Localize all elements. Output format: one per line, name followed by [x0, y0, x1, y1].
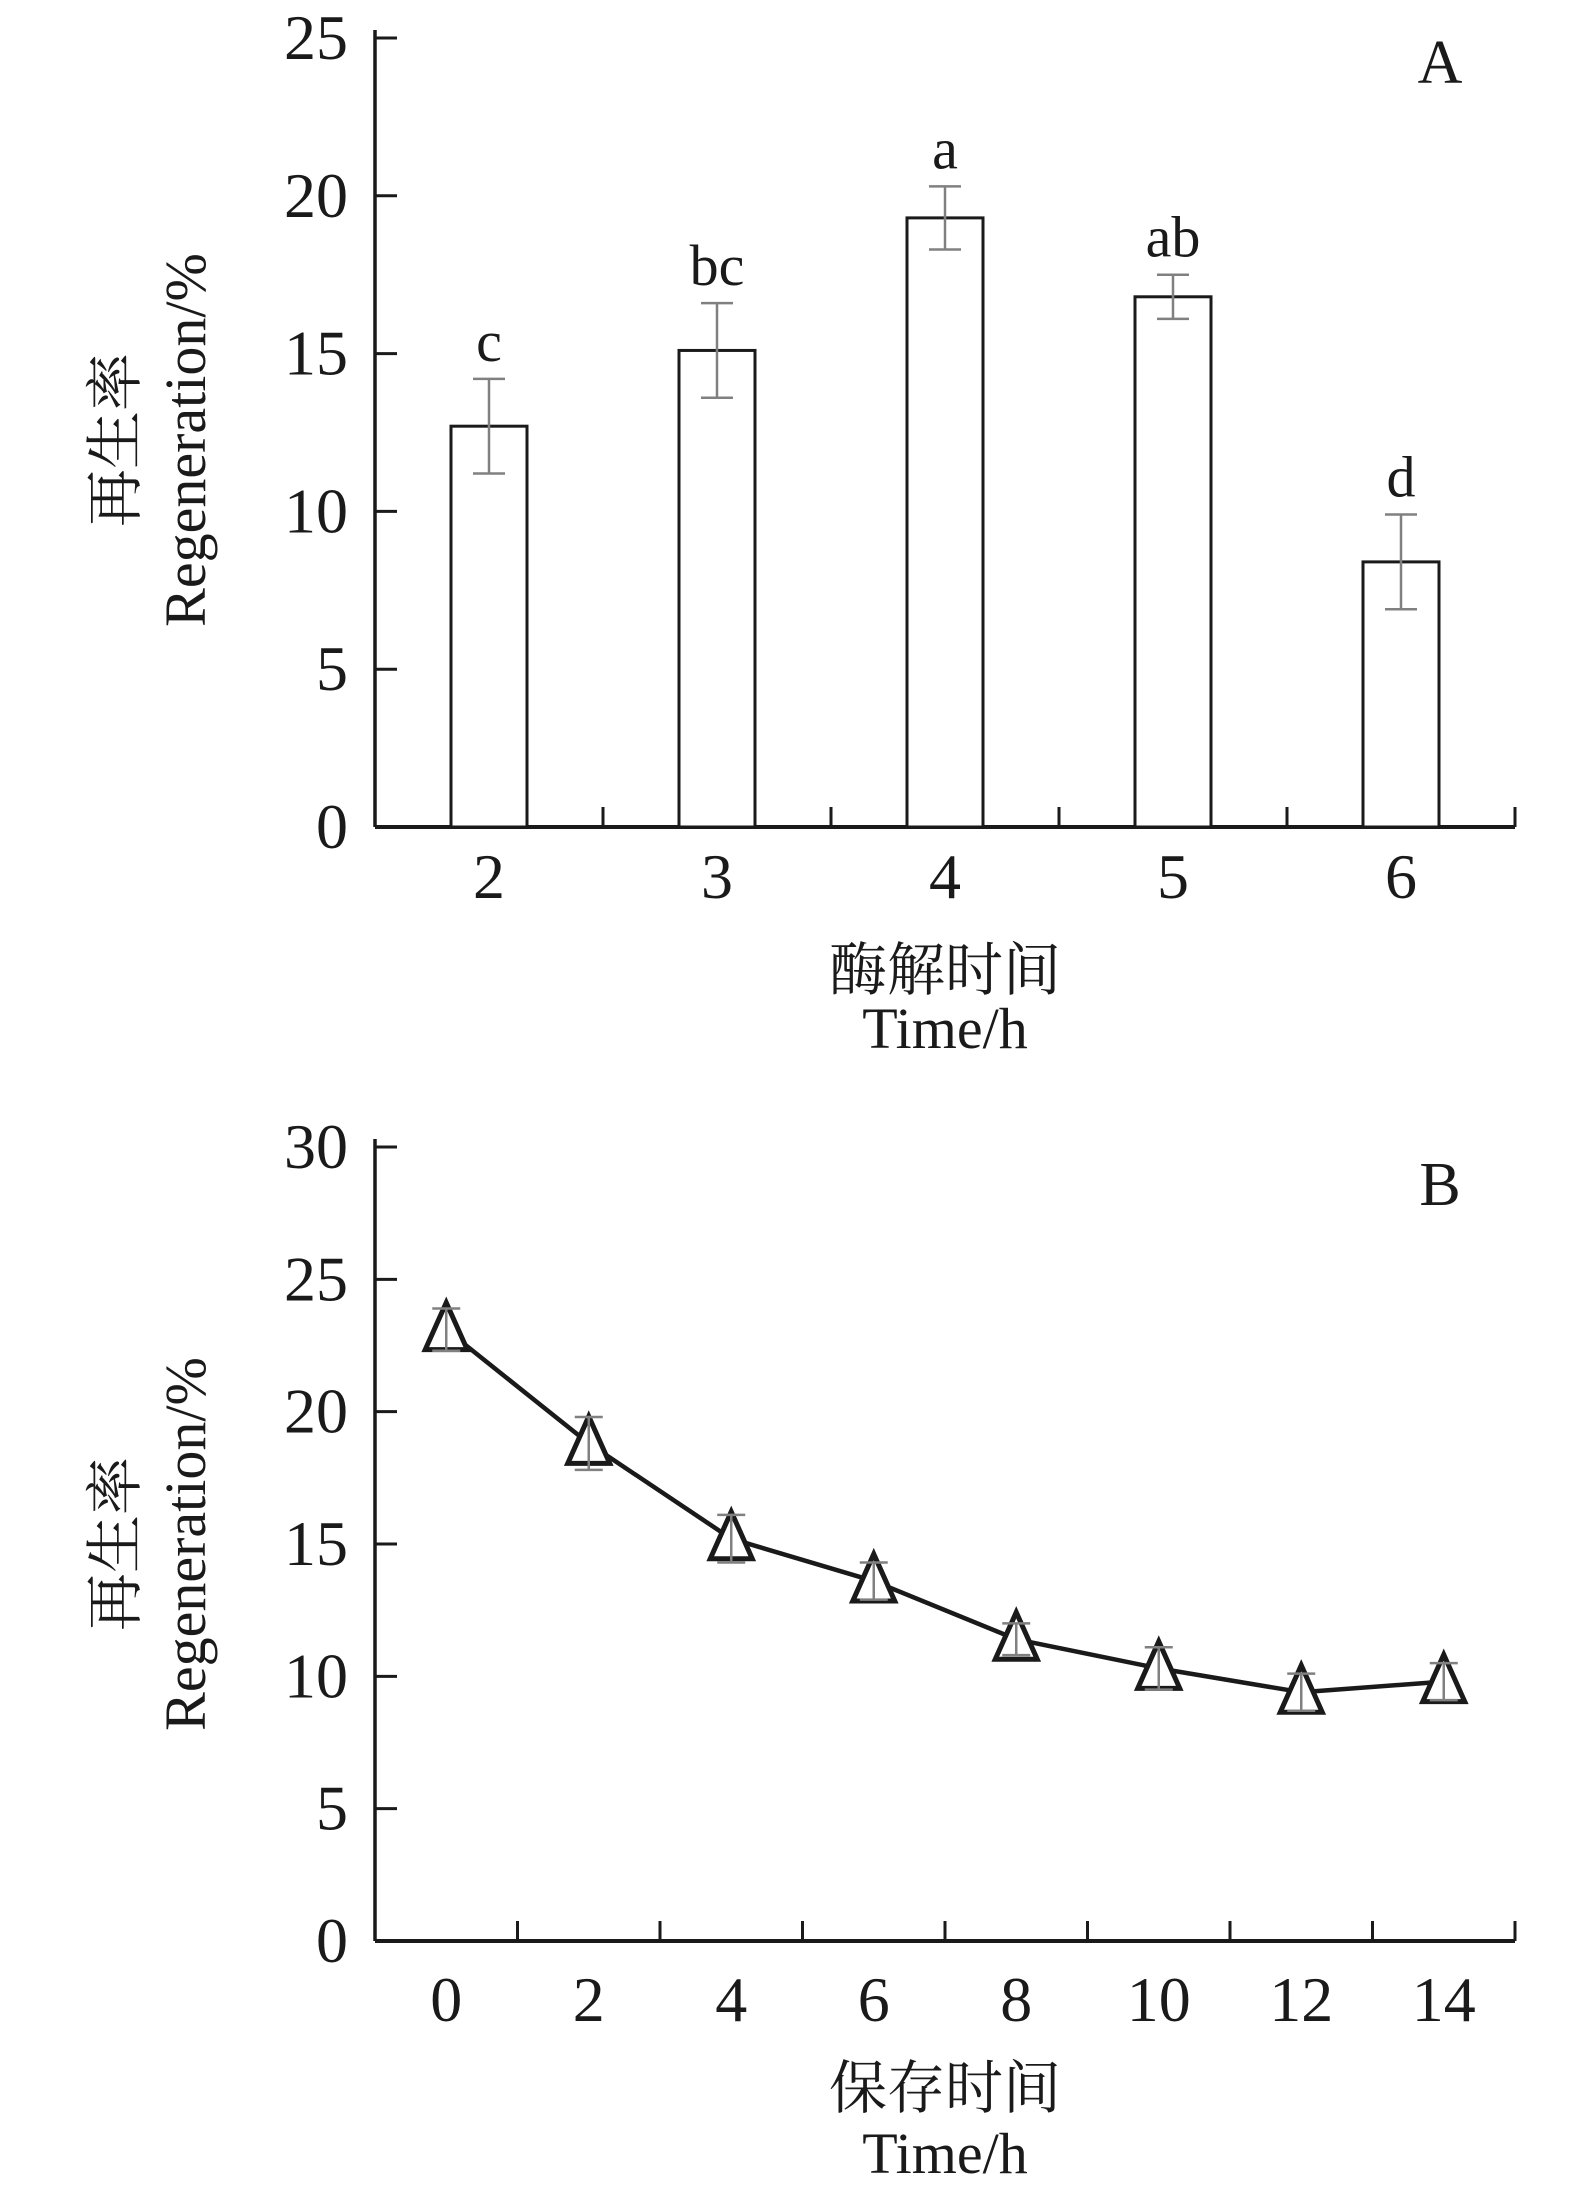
- panel-label: A: [1417, 29, 1463, 97]
- y-tick-label: 25: [284, 1243, 348, 1315]
- y-tick-label: 10: [284, 475, 348, 547]
- y-axis-title-en: Regeneration/%: [153, 1357, 218, 1731]
- x-tick-label: 5: [1157, 841, 1189, 912]
- panel-label: B: [1419, 1151, 1461, 1219]
- x-tick-label: 8: [1000, 1964, 1033, 2035]
- x-axis-title-en: Time/h: [862, 2121, 1028, 2186]
- bar: [1135, 297, 1211, 827]
- x-tick-label: 4: [929, 841, 961, 912]
- x-tick-label: 4: [715, 1964, 748, 2035]
- x-axis-title-zh: 酶解时间: [828, 938, 1062, 1003]
- significance-letter: bc: [689, 233, 745, 299]
- x-tick-label: 0: [430, 1964, 463, 2035]
- x-axis-title-en: Time/h: [862, 996, 1028, 1061]
- x-tick-label: 3: [701, 841, 733, 912]
- y-tick-label: 10: [284, 1640, 348, 1712]
- x-tick-label: 2: [473, 841, 505, 912]
- bar: [679, 350, 755, 827]
- significance-letter: a: [932, 116, 958, 182]
- bar: [451, 426, 527, 827]
- y-tick-label: 20: [284, 1375, 348, 1447]
- significance-letter: ab: [1145, 204, 1201, 270]
- y-tick-label: 30: [284, 1111, 348, 1182]
- x-tick-label: 12: [1269, 1964, 1334, 2035]
- y-tick-label: 15: [284, 1508, 348, 1579]
- x-tick-label: 6: [1385, 841, 1417, 912]
- y-tick-label: 15: [284, 317, 348, 389]
- y-axis-title-en: Regeneration/%: [153, 253, 218, 627]
- significance-letter: c: [476, 308, 502, 374]
- y-tick-label: 25: [284, 2, 348, 73]
- data-line: [446, 1330, 1444, 1693]
- bar: [907, 218, 983, 827]
- y-tick-label: 20: [284, 159, 348, 231]
- significance-letter: d: [1386, 444, 1416, 510]
- x-tick-label: 10: [1126, 1964, 1191, 2035]
- x-tick-label: 14: [1411, 1964, 1476, 2035]
- y-tick-label: 0: [316, 791, 348, 862]
- y-tick-label: 5: [316, 1772, 348, 1844]
- x-tick-label: 2: [572, 1964, 605, 2035]
- y-tick-label: 0: [316, 1905, 348, 1976]
- x-tick-label: 6: [857, 1964, 890, 2035]
- y-axis-title-zh: 再生率: [83, 1456, 148, 1632]
- x-axis-title-zh: 保存时间: [828, 2056, 1062, 2121]
- y-tick-label: 5: [316, 633, 348, 705]
- y-axis-title-zh: 再生率: [83, 352, 148, 528]
